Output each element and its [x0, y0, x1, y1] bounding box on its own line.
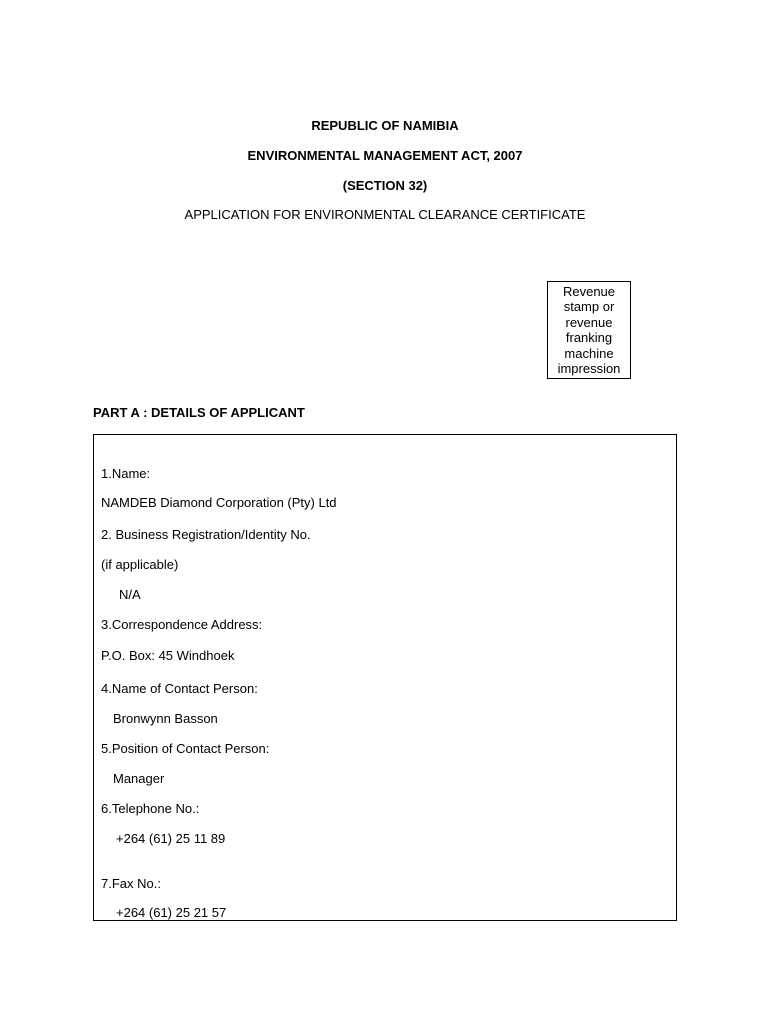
header-section: (SECTION 32): [342, 178, 428, 193]
contact-person-value: Bronwynn Basson: [113, 711, 218, 726]
name-value: NAMDEB Diamond Corporation (Pty) Ltd: [101, 495, 337, 510]
position-label: 5.Position of Contact Person:: [101, 741, 270, 756]
fax-value: +264 (61) 25 21 57: [116, 905, 227, 920]
part-a-heading: PART A : DETAILS OF APPLICANT: [93, 405, 305, 420]
stamp-box-line: stamp or: [563, 299, 615, 315]
registration-value: N/A: [119, 587, 141, 602]
stamp-box-line: Revenue: [562, 284, 616, 299]
header-act-title: ENVIRONMENTAL MANAGEMENT ACT, 2007: [247, 148, 523, 163]
form-title: APPLICATION FOR ENVIRONMENTAL CLEARANCE CERTIFICATE: [184, 207, 586, 222]
telephone-value: +264 (61) 25 11 89: [116, 831, 226, 846]
header-republic: REPUBLIC OF NAMIBIA: [311, 118, 459, 133]
registration-label: 2. Business Registration/Identity No.: [101, 527, 311, 542]
name-label: 1.Name:: [101, 466, 151, 481]
telephone-label: 6.Telephone No.:: [101, 801, 200, 816]
stamp-box-line: machine: [564, 345, 614, 361]
stamp-box-line: impression: [557, 361, 621, 377]
stamp-box-line: revenue: [565, 314, 613, 330]
applicant-details-box: [93, 434, 677, 921]
contact-person-label: 4.Name of Contact Person:: [101, 681, 258, 696]
address-value: P.O. Box: 45 Windhoek: [101, 648, 235, 663]
fax-label: 7.Fax No.:: [101, 876, 161, 891]
revenue-stamp-box: [547, 281, 631, 379]
position-value: Manager: [113, 771, 165, 786]
address-label: 3.Correspondence Address:: [101, 617, 263, 632]
registration-note: (if applicable): [101, 557, 179, 572]
stamp-box-line: franking: [565, 330, 613, 346]
